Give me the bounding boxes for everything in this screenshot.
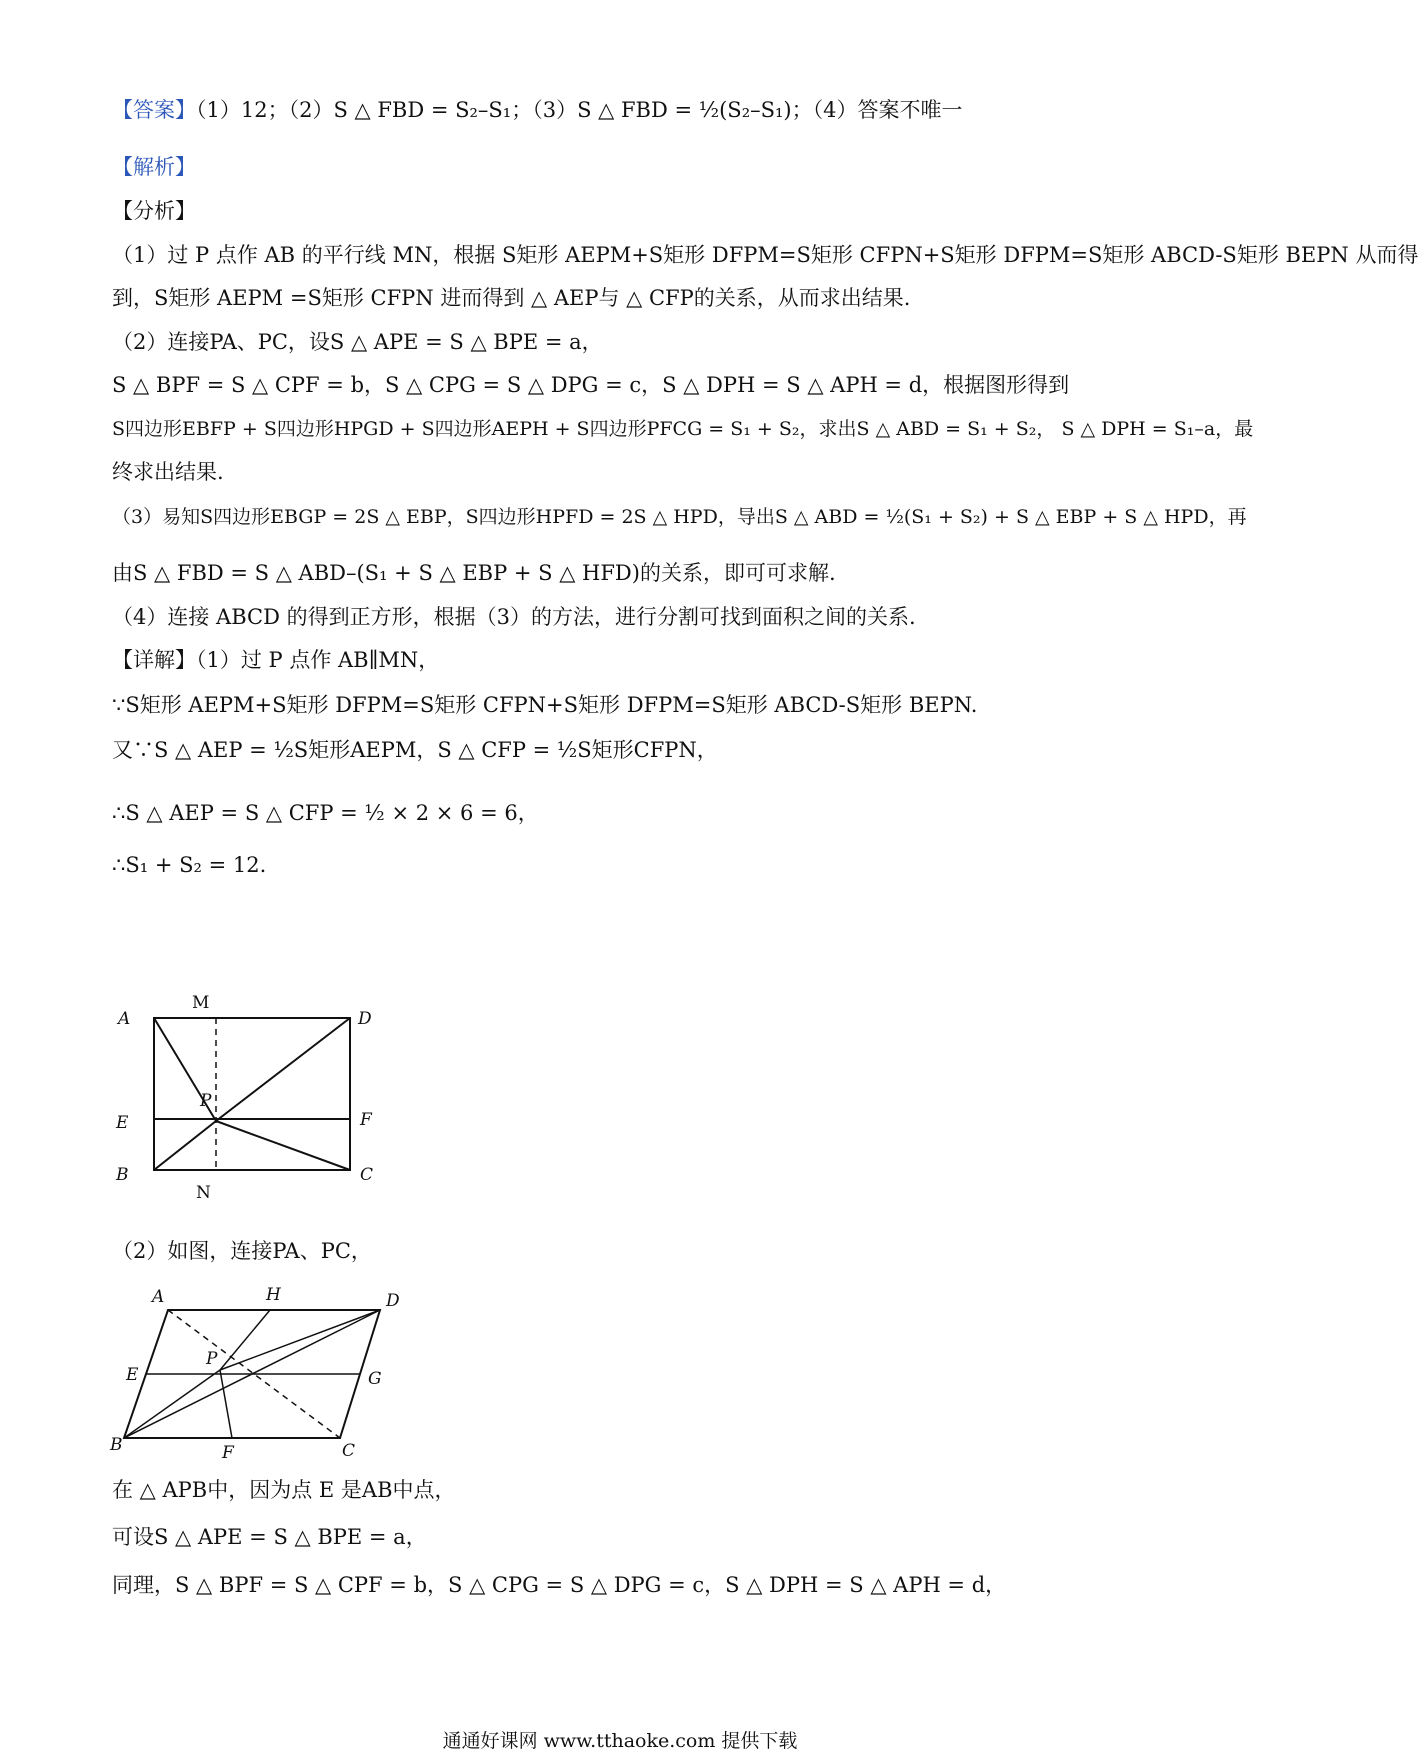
fenxi-p3-line2: 由S △ FBD = S △ ABD–(S₁ + S △ EBP + S △ HFD)的关系，即可可求解. [112,561,836,585]
detail-line9: 同理，S △ BPF = S △ CPF = b，S △ CPG = S △ DPG = c，S △ DPH = S △ APH = d， [112,1573,1007,1597]
answer-line [112,95,1180,125]
fenxi-p3-line1: （3）易知S四边形EBGP = 2S △ EBP，S四边形HPFD = 2S △ HPD，导出S △ ABD = ½(S₁ + S₂) + S △ EBP + S △ HPD，再 [112,506,1247,528]
fenxi-p4: （4）连接 ABCD 的得到正方形，根据（3）的方法，进行分割可找到面积之间的关系. [112,605,916,629]
detail-line4: ∴S △ AEP = S △ CFP = ½ × 2 × 6 = 6， [112,801,539,825]
fig2-label-c: C [342,1441,356,1461]
fig2-label-d: D [386,1291,400,1311]
fig2-label-f: F [222,1443,234,1463]
page-footer: 通通好课网 www.tthaoke.com 提供下载 [442,1730,798,1752]
fenxi-p1-line1: （1）过 P 点作 AB 的平行线 MN，根据 S矩形 AEPM+S矩形 DFPM=S矩形 CFPN+S矩形 DFPM=S矩形 ABCD-S矩形 BEPN 从而得 [112,243,1418,267]
analysis-label: 【解析】 [112,155,196,179]
fenxi-p2-line2: S △ BPF = S △ CPF = b，S △ CPG = S △ DPG = c，S △ DPH = S △ APH = d，根据图形得到 [112,373,1070,397]
fenxi-p2-line1: （2）连接PA、PC，设S △ APE = S △ BPE = a， [112,330,603,354]
fig2-label-h: H [266,1285,281,1305]
detail-label: 【详解】 [112,648,196,672]
fenxi-p2-line4: 终求出结果. [112,460,224,484]
fig2-label-g: G [368,1369,382,1389]
fig1-label-b: B [116,1165,129,1185]
fig1-label-d: D [358,1009,372,1029]
fig2-label-b: B [110,1435,123,1455]
detail-line8: 可设S △ APE = S △ BPE = a， [112,1525,427,1549]
fig1-label-f: F [360,1110,372,1130]
fig2-label-e: E [126,1365,139,1385]
fig1-label-n: N [196,1183,211,1203]
answer-label: 【答案】 [112,98,196,122]
detail-line5: ∴S₁ + S₂ = 12. [112,853,267,877]
detail-line6: （2）如图，连接PA、PC， [112,1239,372,1263]
fig1-label-e: E [116,1113,129,1133]
detail-line3: 又∵S △ AEP = ½S矩形AEPM，S △ CFP = ½S矩形CFPN， [112,738,718,762]
detail-line7: 在 △ APB中，因为点 E 是AB中点， [112,1478,456,1502]
detail-line1: 【详解】（1）过 P 点作 AB∥MN， [112,648,440,672]
figure-rectangle [110,990,410,1210]
figure-parallelogram [110,1280,450,1470]
fig2-label-p: P [206,1349,218,1369]
fig2-label-a: A [152,1287,165,1307]
fig1-label-a: A [118,1009,131,1029]
fig1-label-p: P [200,1091,212,1111]
answer-text: （1）12；（2）S △ FBD = S₂–S₁；（3）S △ FBD = ½(S₂–S₁)；（4）答案不唯一 [196,98,963,122]
fenxi-p1-line2: 到，S矩形 AEPM =S矩形 CFPN 进而得到 △ AEP与 △ CFP的关系，从而求出结果. [112,286,911,310]
fig1-label-c: C [360,1165,374,1185]
fig1-label-m: M [192,993,210,1013]
fenxi-label: 【分析】 [112,199,196,223]
fenxi-p2-line3: S四边形EBFP + S四边形HPGD + S四边形AEPH + S四边形PFCG = S₁ + S₂，求出S △ ABD = S₁ + S₂， S △ DPH = S₁–a，最 [112,418,1254,440]
detail-line2: ∵S矩形 AEPM+S矩形 DFPM=S矩形 CFPN+S矩形 DFPM=S矩形 ABCD-S矩形 BEPN. [112,693,978,717]
